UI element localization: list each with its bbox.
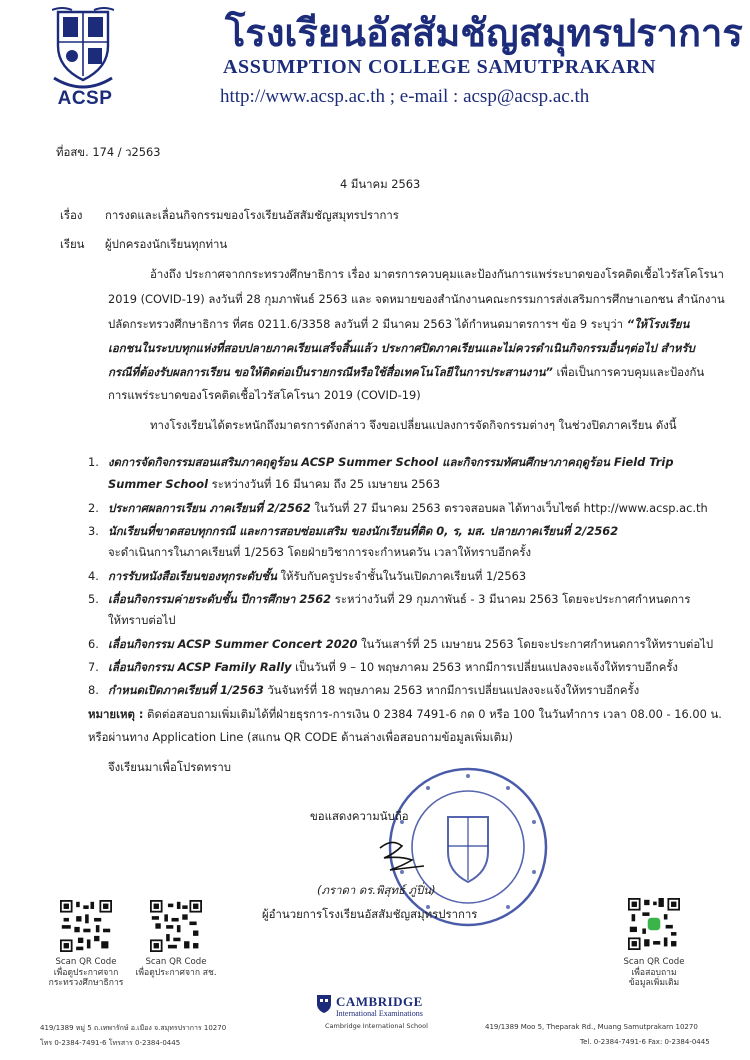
qr-caption-line: ข้อมูลเพิ่มเติม — [628, 978, 680, 988]
item-3-lead: นักเรียนที่ขาดสอบทุกกรณี และการสอบซ่อมเสริม ของนักเรียนที่ติด 0, ร, มส. ปลายภาคเรียนที่ 2/2562 — [108, 524, 619, 538]
qr-code-opec[interactable] — [150, 900, 202, 952]
item-number: 7. — [88, 660, 99, 674]
item-number: 2. — [88, 501, 99, 515]
qr-code-moe[interactable] — [60, 900, 112, 952]
item-4-lead: การรับหนังสือเรียนของทุกระดับชั้น — [108, 569, 277, 583]
school-name-thai: โรงเรียนอัสสัมชัญสมุทรปราการ — [225, 11, 743, 55]
school-contact-line: http://www.acsp.ac.th ; e-mail : acsp@acsp.ac.th — [220, 86, 590, 107]
paragraph-1-line: 2019 (COVID-19) ลงวันที่ 28 กุมภาพันธ์ 2563 และ จดหมายของสำนักงานคณะกรรมการส่งเสริมการศึกษาเอกชน สำนักงาน — [108, 292, 725, 306]
paragraph-1-line: อ้างถึง ประกาศจากกระทรวงศึกษาธิการ เรื่อง มาตรการควบคุมและป้องกันการแพร่ระบาดของโรคติดเชื้อไวรัสโคโรนา — [150, 267, 724, 281]
closing-text: จึงเรียนมาเพื่อโปรดทราบ — [108, 760, 231, 774]
item-6-lead: เลื่อนกิจกรรม ACSP Summer Concert 2020 — [108, 637, 358, 651]
subject-label: เรื่อง — [60, 208, 83, 222]
item-5-line2: ให้ทราบต่อไป — [108, 613, 176, 627]
paragraph-1-line — [108, 316, 689, 332]
item-number: 4. — [88, 569, 99, 583]
item-7 — [108, 659, 678, 675]
paragraph-1-quote: กรณีที่ต้องรับผลการเรียน ขอให้ติดต่อเป็นรายกรณีหรือใช้สื่อเทคโนโลยีในการประสานงาน” — [108, 365, 553, 379]
signer-name: (ภราดา ดร.พิสุทธ์ ภู่ปิ่น) — [317, 883, 436, 897]
item-1-lead2: Summer School — [108, 477, 208, 491]
cambridge-school: Cambridge International School — [325, 1022, 428, 1030]
qr-caption-opec — [128, 957, 224, 978]
paragraph-1-line — [108, 364, 704, 380]
qr-caption-moe — [38, 957, 134, 989]
item-number: 5. — [88, 592, 99, 606]
item-number: 3. — [88, 524, 99, 538]
item-6-rest: ในวันเสาร์ที่ 25 เมษายน 2563 โดยจะประกาศกำหนดการให้ทราบต่อไป — [357, 637, 714, 651]
item-2-rest: ในวันที่ 27 มีนาคม 2563 ตรวจสอบผล ได้ทางเว็บไซต์ http://www.acsp.ac.th — [310, 501, 708, 515]
paragraph-1-quote-line: เอกชนในระบบทุกแห่งที่สอบปลายภาคเรียนเสร็จสิ้นแล้ว ประกาศปิดภาคเรียนและไม่ควรดำเนินกิจกรรมอื่นๆต่อไป สำหรับ — [108, 341, 695, 355]
item-8 — [108, 682, 639, 698]
item-1-line2 — [108, 476, 440, 492]
note-text: ติดต่อสอบถามเพิ่มเติมได้ที่ฝ่ายธุรการ-การเงิน 0 2384 7491-6 กด 0 หรือ 100 ในวันทำการ เวลา 08.00 - 16.00 น. — [143, 707, 722, 721]
qr-caption-line: เพื่อสอบถาม — [631, 967, 677, 978]
cambridge-subtitle: International Examinations — [336, 1009, 423, 1018]
qr-caption-line: เพื่อดูประกาศจาก สช. — [135, 967, 217, 978]
paragraph-1-quote: “ให้โรงเรียน — [626, 317, 690, 331]
item-8-lead: กำหนดเปิดภาคเรียนที่ 1/2563 — [108, 683, 264, 697]
item-5-lead: เลื่อนกิจกรรมค่ายระดับชั้น ปีการศึกษา 2562 — [108, 592, 332, 606]
paragraph-2: ทางโรงเรียนได้ตระหนักถึงมาตรการดังกล่าว จึงขอเปลี่ยนแปลงการจัดกิจกรรมต่างๆ ในช่วงปิดภาคเรียน ดังนี้ — [150, 418, 677, 432]
footer-address-thai: 419/1389 หมู่ 5 ถ.เทพารักษ์ อ.เมือง จ.สมุทรปราการ 10270 — [40, 1024, 227, 1032]
item-4 — [108, 568, 526, 584]
cambridge-title: CAMBRIDGE — [336, 994, 423, 1009]
item-number: 8. — [88, 683, 99, 697]
footer-phone-thai: โทร 0-2384-7491-6 โทรสาร 0-2384-0445 — [40, 1039, 181, 1047]
letter-date: 4 มีนาคม 2563 — [340, 177, 421, 191]
note-label: หมายเหตุ : — [88, 707, 144, 721]
item-8-rest: วันจันทร์ที่ 18 พฤษภาคม 2563 หากมีการเปลี่ยนแปลงจะแจ้งให้ทราบอีกครั้ง — [263, 683, 640, 697]
qr-caption-line: Scan QR Code — [145, 957, 207, 967]
signature — [372, 836, 432, 876]
item-7-lead: เลื่อนกิจกรรม ACSP Family Rally — [108, 660, 292, 674]
note-line — [88, 706, 722, 722]
qr-caption-line: Scan QR Code — [55, 957, 117, 967]
recipient-label: เรียน — [60, 237, 85, 251]
item-5-rest: ระหว่างวันที่ 29 กุมภาพันธ์ - 3 มีนาคม 2563 โดยจะประกาศกำหนดการ — [331, 592, 691, 606]
paragraph-1-line: การแพร่ระบาดของโรคติดเชื้อไวรัสโคโรนา 2019 (COVID-19) — [108, 388, 421, 402]
item-5 — [108, 591, 690, 607]
qr-caption-line: Scan QR Code — [623, 957, 685, 967]
footer-phone-english: Tel. 0-2384-7491-6 Fax: 0-2384-0445 — [580, 1038, 710, 1046]
qr-caption-line-contact — [606, 957, 702, 989]
qr-code-line-contact[interactable] — [628, 898, 680, 950]
item-1-rest: ระหว่างวันที่ 16 มีนาคม ถึง 25 เมษายน 2563 — [207, 477, 441, 491]
logo-acsp-text: ACSP — [57, 88, 113, 109]
item-2 — [108, 500, 708, 516]
subject-text: การงดและเลื่อนกิจกรรมของโรงเรียนอัสสัมชัญสมุทรปราการ — [105, 208, 399, 222]
item-7-rest: เป็นวันที่ 9 – 10 พฤษภาคม 2563 หากมีการเปลี่ยนแปลงจะแจ้งให้ทราบอีกครั้ง — [291, 660, 678, 674]
school-crest-logo — [52, 6, 114, 94]
item-3-line2: จะดำเนินการในภาคเรียนที่ 1/2563 โดยฝ่ายวิชาการจะกำหนดวัน เวลาให้ทราบอีกครั้ง — [108, 545, 532, 559]
regards-text: ขอแสดงความนับถือ — [310, 809, 409, 823]
item-4-rest: ให้รับกับครูประจำชั้นในวันเปิดภาคเรียนที่ 1/2563 — [276, 569, 527, 583]
paragraph-1-text: เพื่อเป็นการควบคุมและป้องกัน — [552, 365, 705, 379]
footer-address-english: 419/1389 Moo 5, Theparak Rd., Muang Samutprakarn 10270 — [485, 1023, 698, 1031]
item-number: 6. — [88, 637, 99, 651]
recipient-text: ผู้ปกครองนักเรียนทุกท่าน — [105, 237, 228, 251]
item-1-lead: งดการจัดกิจกรรมสอนเสริมภาคฤดูร้อน ACSP Summer School และกิจกรรมทัศนศึกษาภาคฤดูร้อน Field Trip — [108, 455, 674, 469]
reference-number: ที่อสข. 174 / ว2563 — [56, 145, 161, 159]
qr-caption-line: เพื่อดูประกาศจาก — [53, 967, 119, 978]
item-6 — [108, 636, 713, 652]
cambridge-shield-icon — [316, 994, 332, 1014]
paragraph-1-text: ปลัดกระทรวงศึกษาธิการ ที่ศธ 0211.6/3358 ลงวันที่ 2 มีนาคม 2563 ได้กำหนดมาตรการฯ ข้อ 9 ระบุว่า — [108, 317, 624, 331]
item-number: 1. — [88, 455, 99, 469]
school-name-english: ASSUMPTION COLLEGE SAMUTPRAKARN — [223, 56, 657, 78]
item-2-lead: ประกาศผลการเรียน ภาคเรียนที่ 2/2562 — [108, 501, 311, 515]
note-line-2: หรือผ่านทาง Application Line (สแกน QR CODE ด้านล่างเพื่อสอบถามข้อมูลเพิ่มเติม) — [88, 730, 513, 744]
qr-caption-line: กระทรวงศึกษาธิการ — [48, 978, 124, 988]
signer-title: ผู้อำนวยการโรงเรียนอัสสัมชัญสมุทรปราการ — [262, 907, 478, 921]
